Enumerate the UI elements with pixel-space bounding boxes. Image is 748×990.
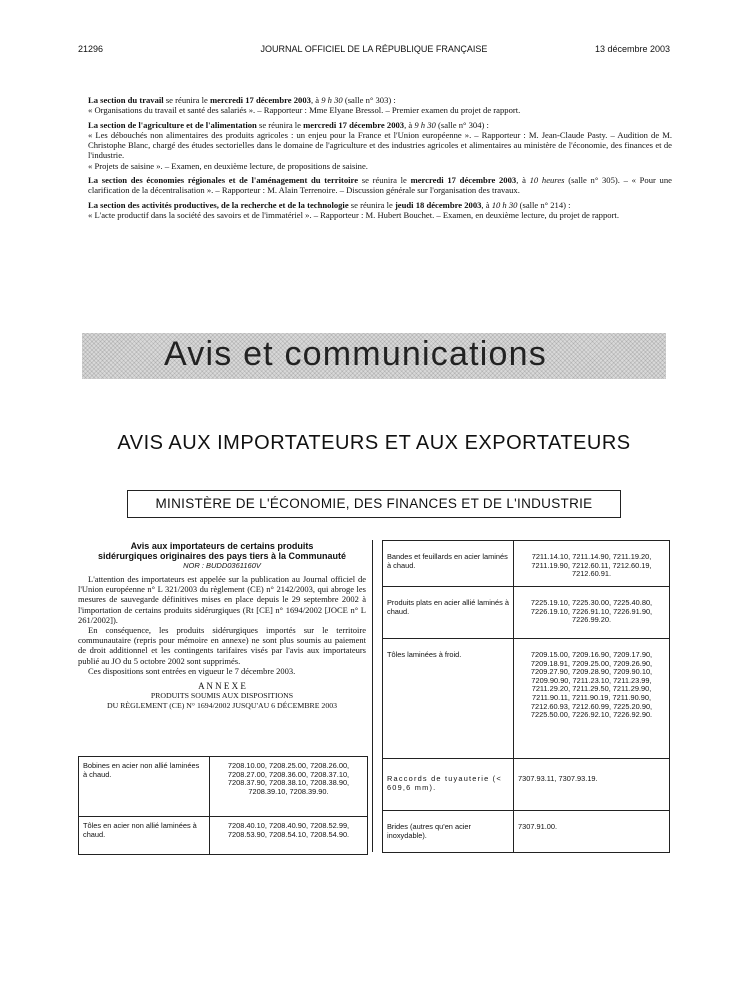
table-row <box>383 759 670 811</box>
session-date: mercredi 17 décembre 2003 <box>209 95 311 105</box>
banner-title: Avis et communications <box>164 335 547 373</box>
session-3 <box>88 175 672 196</box>
notice-para-1: L'attention des importateurs est appelée sur la publication au Journal officiel de l'Union européenne n° L 321/2003 du règlement (CE) n° 2142/2003, qui abroge les mesures de sauvegarde définitives mises en place depuis le 29 septembre 2002 à l'importation de certains produits sidérurgiques (Rt [CE] n° 1694/2002 [JOCE n° L 261/2002]). <box>78 574 366 625</box>
session-name: La section des activités productives, de la recherche et de la technologie <box>88 199 349 210</box>
section-title: AVIS AUX IMPORTATEURS ET AUX EXPORTATEURS <box>117 432 631 454</box>
session-text: se réunira le <box>163 95 210 105</box>
session-time: 10 heures <box>529 175 565 186</box>
journal-title: JOURNAL OFFICIEL DE LA RÉPUBLIQUE FRANÇAISE <box>260 44 488 54</box>
session-text: (salle n° 304) : <box>435 119 489 130</box>
session-text: , à <box>481 199 492 210</box>
annexe-title: A N N E X E <box>198 681 246 692</box>
annexe-sub-2: DU RÈGLEMENT (CE) N° 1694/2002 JUSQU'AU 6 DÉCEMBRE 2003 <box>106 701 338 711</box>
ministry-box: MINISTÈRE DE L'ÉCONOMIE, DES FINANCES ET DE L'INDUSTRIE <box>127 490 621 518</box>
session-4-detail: « L'acte productif dans la société des savoirs et de l'immatériel ». – Rapporteur : M. Hubert Bouchet. – Examen, en deuxième lecture, du projet de rapport. <box>88 209 619 220</box>
product-cell: Produits plats en acier allié laminés à chaud. <box>383 587 514 639</box>
session-1 <box>88 95 672 105</box>
session-1-detail: « Organisations du travail et santé des salariés ». – Rapporteur : Mme Elyane Bressol. – Premier examen du projet de rapport. <box>88 105 521 116</box>
annex-table-left <box>78 756 368 855</box>
session-name: La section du travail <box>88 95 164 105</box>
codes-cell: 7211.14.10, 7211.14.90, 7211.19.20, 7211.19.90, 7212.60.11, 7212.60.19, 7212.60.91. <box>514 541 670 587</box>
table-row <box>383 541 670 587</box>
session-date: mercredi 17 décembre 2003 <box>410 175 517 186</box>
table-row <box>383 639 670 759</box>
session-text: , à <box>310 95 322 105</box>
session-text: se réunira le <box>256 119 304 130</box>
avis-banner <box>82 333 666 379</box>
session-2-detail: « Les débouchés non alimentaires des produits agricoles : un enjeu pour la France et l'Union européenne ». – Rapporteur : M. Jean-Claude Pasty. – Audition de M. Christophe Blanc, chargé des études sectorielles dans le domaine de l'agriculture et des industries agricoles et alimentaires au ministère de l'économie, des finances et de l'industrie. <box>88 129 672 161</box>
codes-cell: 7307.93.11, 7307.93.19. <box>514 759 670 811</box>
session-name: La section de l'agriculture et de l'alimentation <box>88 119 257 130</box>
session-2-detail2: « Projets de saisine ». – Examen, en deuxième lecture, de propositions de saisine. <box>88 160 368 171</box>
notice-column <box>78 541 366 712</box>
session-text: (salle n° 214) : <box>517 199 571 210</box>
product-cell: Tôles laminées à froid. <box>383 639 514 759</box>
notice-title-line2: sidérurgiques originaires des pays tiers à la Communauté <box>97 551 347 561</box>
table-row <box>383 587 670 639</box>
table-row <box>79 817 368 855</box>
table-row <box>79 757 368 817</box>
session-time: 9 h 30 <box>321 95 343 105</box>
product-cell: Brides (autres qu'en acier inoxydable). <box>383 811 514 853</box>
session-date: jeudi 18 décembre 2003 <box>394 199 482 210</box>
session-text: se réunira le <box>348 199 395 210</box>
codes-cell: 7208.10.00, 7208.25.00, 7208.26.00, 7208.27.00, 7208.36.00, 7208.37.10, 7208.37.90, 7208.38.10, 7208.38.90, 7208.39.10, 7208.39.90. <box>210 757 368 817</box>
notice-para-3: Ces dispositions sont entrées en vigueur le 7 décembre 2003. <box>88 665 296 676</box>
table-row <box>383 811 670 853</box>
session-text: (salle n° 305). – « Pour une clarification de la décentralisation ». – Rapporteur : M. Alain Terrenoire. – Discussion générale sur l'organisation des travaux. <box>88 175 672 196</box>
session-time: 9 h 30 <box>414 119 436 130</box>
codes-cell: 7208.40.10, 7208.40.90, 7208.52.99, 7208.53.90, 7208.54.10, 7208.54.90. <box>210 817 368 855</box>
session-text: , à <box>516 175 530 186</box>
annexe-sub-1: PRODUITS SOUMIS AUX DISPOSITIONS <box>150 691 294 701</box>
product-cell: Tôles en acier non allié laminées à chaud. <box>79 817 210 855</box>
product-cell: Bandes et feuillards en acier laminés à chaud. <box>383 541 514 587</box>
sessions-block <box>88 95 672 220</box>
notice-title-line1: Avis aux importateurs de certains produits <box>130 541 314 551</box>
column-divider <box>372 540 373 852</box>
page-date: 13 décembre 2003 <box>594 44 670 54</box>
product-cell: Raccords de tuyauterie (< 609,6 mm). <box>383 759 514 811</box>
session-time: 10 h 30 <box>491 199 518 210</box>
notice-para-2: En conséquence, les produits sidérurgiques importés sur le territoire communautaire (repris pour mémoire en annexe) ne sont plus soumis au paiement de droit additionnel et les contingents tarifaires visés par l'avis aux importateurs publié au JO du 5 octobre 2002 sont supprimés. <box>78 625 366 666</box>
annex-table-right <box>382 540 670 853</box>
session-name: La section des économies régionales et de l'aménagement du territoire <box>88 175 359 186</box>
notice-nor: NOR : BUDD0361160V <box>183 561 261 570</box>
page-number: 21296 <box>78 44 104 54</box>
session-text: , à <box>404 119 415 130</box>
session-4 <box>88 200 672 210</box>
session-text: (salle n° 303) : <box>342 95 396 105</box>
product-cell: Bobines en acier non allié laminées à chaud. <box>79 757 210 817</box>
session-text: se réunira le <box>358 175 411 186</box>
session-2 <box>88 120 672 130</box>
codes-cell: 7307.91.00. <box>514 811 670 853</box>
session-date: mercredi 17 décembre 2003 <box>303 119 405 130</box>
codes-cell: 7209.15.00, 7209.16.90, 7209.17.90, 7209.18.91, 7209.25.00, 7209.26.90, 7209.27.90, 7209.28.90, 7209.90.10, 7209.90.90, 7211.23.10, 7211.23.99, 7211.29.20, 7211.29.50, 7211.29.90, 7211.90.11, 7211.90.19, 7211.90.90, 7212.60.93, 7212.60.99, 7225.20.90, 7225.50.00, 7226.92.10, 7226.92.90. <box>514 639 670 759</box>
codes-cell: 7225.19.10, 7225.30.00, 7225.40.80, 7226.19.10, 7226.91.10, 7226.91.90, 7226.99.20. <box>514 587 670 639</box>
